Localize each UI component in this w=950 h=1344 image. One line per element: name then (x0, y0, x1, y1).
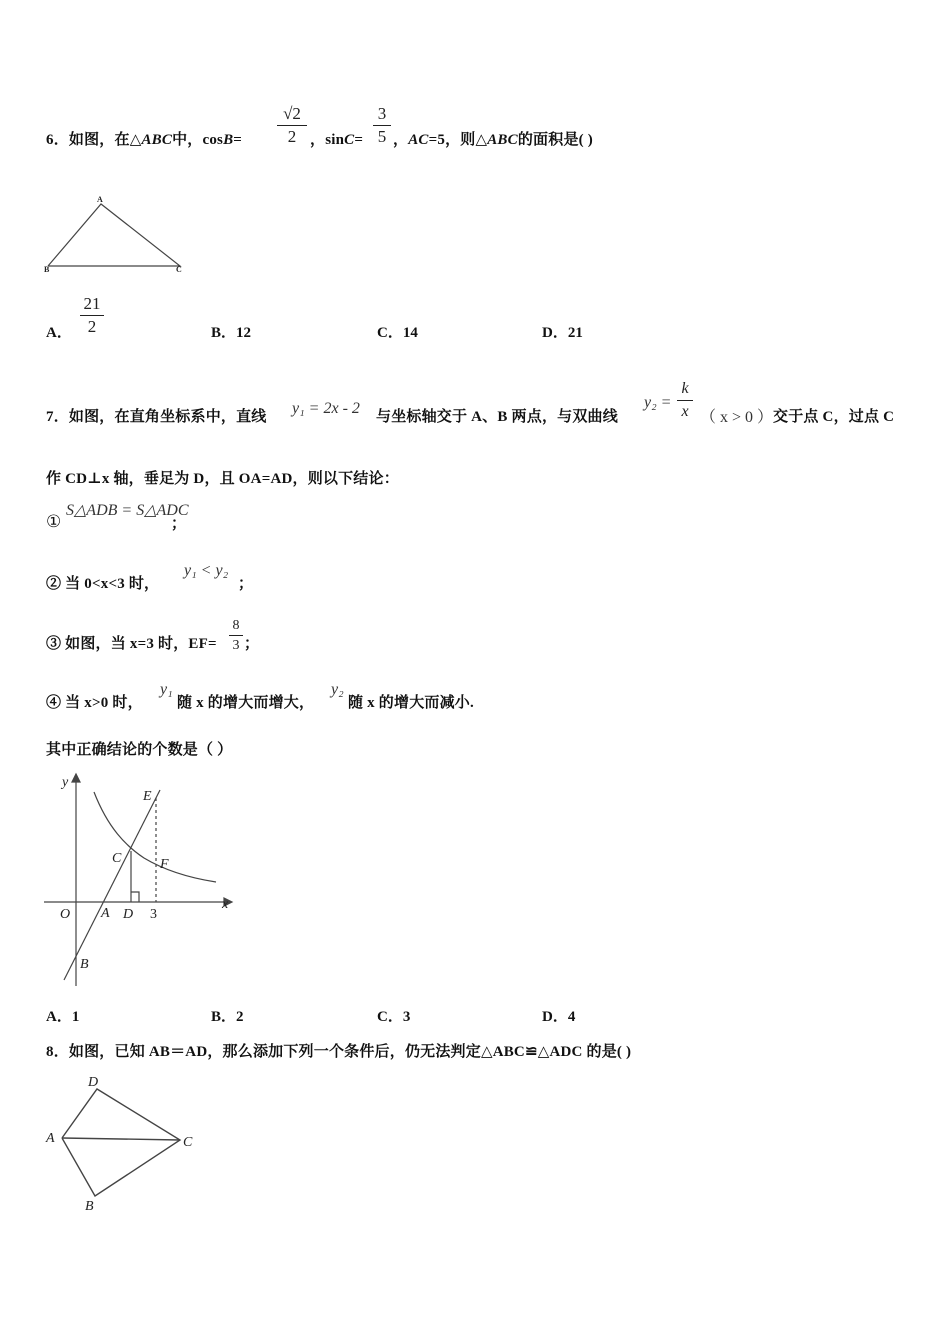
q7-label-3: 3 (150, 907, 157, 922)
q7-option-c-value: 3 (402, 1009, 411, 1025)
q7-question: 其中正确结论的个数是（ ） (46, 742, 233, 758)
q7-statement-2: ② 当 0<x<3 时， (46, 576, 160, 592)
q6-b: B (223, 132, 234, 148)
q7-y1-expr: y₁ = 2x - 2 (292, 400, 360, 417)
q6-option-d-letter: D． (542, 325, 568, 341)
q7-s4-text-b: 随 x 的增大而增大， (177, 695, 315, 711)
q7-text-a: 如图，在直角坐标系中，直线 (68, 409, 267, 425)
q6-option-a[interactable] (46, 321, 72, 342)
q6-option-b[interactable] (211, 321, 251, 342)
q7-option-b[interactable] (211, 1005, 244, 1026)
q6-option-d-value: 21 (567, 325, 583, 341)
q6-stem-3 (393, 128, 593, 149)
q6-option-a-fraction (80, 294, 104, 337)
q7-option-b-letter: B． (211, 1009, 237, 1025)
q7-k: k (681, 380, 689, 397)
q7-k-over-x (677, 379, 693, 422)
q6-eq1: = (233, 132, 243, 148)
q6-label-c: C (176, 265, 182, 274)
q7-option-a[interactable] (46, 1005, 79, 1026)
q6-option-b-letter: B． (211, 325, 237, 341)
q6-option-b-value: 12 (236, 325, 252, 341)
q6-sinc-fraction (373, 104, 391, 147)
q8-kite-outline (62, 1089, 180, 1196)
q7-label-y: y (62, 775, 69, 790)
q7-hyperbola-y2 (94, 792, 216, 882)
q7-label-c: C (112, 851, 122, 866)
q7-right-angle-mark (131, 892, 139, 902)
q7-label-a: A (101, 906, 110, 921)
q7-label-o: O (60, 907, 71, 922)
q6-number: 6． (46, 132, 69, 148)
fraction-bar (80, 315, 104, 316)
fraction-bar (677, 400, 693, 401)
q6-option-c[interactable] (377, 321, 418, 342)
q6-text-e: =5，则△ (428, 132, 488, 148)
q7-s4-y1: y₁ (160, 681, 173, 698)
q7-number: 7． (46, 409, 69, 425)
q7-s3-end: ； (244, 636, 260, 652)
q7-s3-num: 8 (232, 618, 240, 633)
q7-statement-4 (46, 691, 143, 712)
q7-label-x: x (222, 897, 229, 912)
q7-x: x (681, 403, 689, 420)
q8-stem: 8．如图，已知 AB＝AD，那么添加下列一个条件后，仍无法判定△ABC≌△ADC 的是( ) (46, 1044, 632, 1060)
q7-s4-text-a: ④ 当 x>0 时， (46, 695, 143, 711)
q6-label-a: A (97, 195, 103, 204)
q7-s3-den: 3 (232, 638, 240, 653)
q7-text-b: 与坐标轴交于 A、B 两点，与双曲线 (376, 409, 618, 425)
q7-option-d[interactable] (542, 1005, 575, 1026)
q7-s4-y2: y₂ (331, 681, 344, 698)
q7-option-d-value: 4 (567, 1009, 576, 1025)
q7-option-c-letter: C． (377, 1009, 403, 1025)
q8-label-d: D (88, 1075, 99, 1090)
q7-option-a-letter: A． (46, 1009, 72, 1025)
q6-text-b: 中，cos (172, 132, 224, 148)
q7-s3-fraction (229, 617, 243, 654)
q7-option-b-value: 2 (236, 1009, 244, 1025)
q7-option-d-letter: D． (542, 1009, 568, 1025)
q6-stem (46, 128, 242, 149)
q7-label-f: F (160, 857, 169, 872)
q7-label-d: D (123, 907, 134, 922)
q6-triangle-lines (48, 204, 180, 266)
q7-stem-line1-a (46, 405, 267, 426)
q7-statement-1 (46, 512, 61, 532)
q8-kite-figure (40, 1070, 210, 1215)
q7-y2-lhs: y₂ = (644, 394, 672, 411)
q6-option-d[interactable] (542, 321, 583, 342)
q8-diagonal-ac (62, 1138, 180, 1140)
q6-option-c-letter: C． (377, 325, 403, 341)
q7-s4-text-c: 随 x 的增大而减小. (348, 695, 474, 711)
q7-s1-end: ； (171, 516, 187, 532)
q7-option-a-value: 1 (71, 1009, 80, 1025)
q6-cosb-fraction (277, 104, 307, 147)
q6-text-f: 的面积是( ) (517, 132, 593, 148)
q7-option-c[interactable] (377, 1005, 410, 1026)
q6-cosb-den: 2 (287, 127, 297, 146)
q8-label-a: A (46, 1131, 55, 1146)
q7-s1-mark: ① (46, 512, 62, 531)
fraction-bar (277, 125, 307, 126)
q6-sinc-num: 3 (377, 104, 387, 123)
q7-statement-3: ③ 如图，当 x=3 时，EF= (46, 636, 217, 652)
q7-s1-expr: S△ADB = S△ADC (66, 502, 189, 519)
q7-label-e: E (143, 789, 152, 804)
q6-label-b: B (44, 265, 50, 274)
q7-condition: （ x > 0 ） (700, 409, 774, 426)
fraction-bar (229, 635, 243, 636)
q6-option-c-value: 14 (402, 325, 418, 341)
q7-s2-expr: y₁ < y₂ (184, 562, 229, 579)
q7-label-b: B (80, 957, 89, 972)
q6-eq2: = (354, 132, 364, 148)
q6-c: C (344, 132, 355, 148)
q6-sinc-den: 5 (377, 127, 387, 146)
q8-label-c: C (183, 1135, 193, 1150)
q6-abc: ABC (141, 132, 173, 148)
q6-option-a-num: 21 (83, 294, 101, 313)
q7-stem-line2: 作 CD⊥x 轴，垂足为 D，且 OA=AD，则以下结论： (46, 471, 399, 487)
q6-ac: AC (408, 132, 429, 148)
q7-coordinate-figure (40, 768, 240, 993)
q6-text-c: ，sin (310, 132, 345, 148)
q7-line-y1 (64, 790, 160, 980)
q7-s2-end: ； (238, 576, 254, 592)
q7-text-c: 交于点 C，过点 C (773, 409, 895, 425)
q8-label-b: B (85, 1199, 94, 1214)
q6-cosb-num: √2 (283, 104, 301, 123)
q6-option-a-den: 2 (87, 317, 97, 336)
q6-text-d: ， (393, 132, 409, 148)
q7-y-axis-arrow (72, 774, 80, 782)
q6-abc-2: ABC (487, 132, 518, 148)
q6-text-a: 如图，在△ (68, 132, 142, 148)
q6-stem-2 (310, 128, 363, 149)
q6-option-a-letter: A． (46, 325, 72, 341)
q6-triangle-figure (40, 190, 200, 280)
fraction-bar (373, 125, 391, 126)
